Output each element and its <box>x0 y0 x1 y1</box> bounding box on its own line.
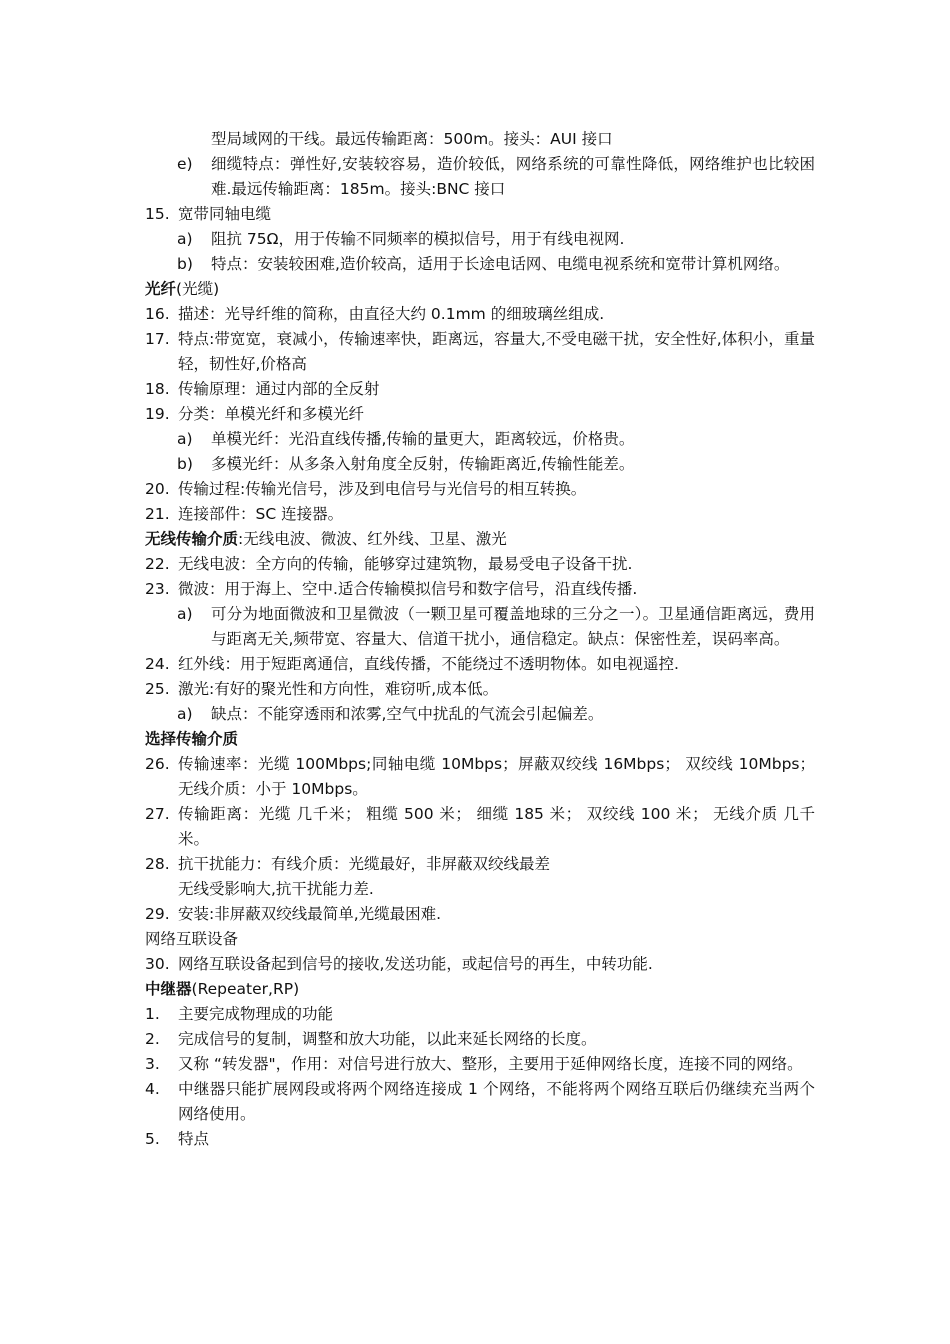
list-text: 特点 <box>178 1130 210 1148</box>
list-number: 15. <box>145 205 170 223</box>
list-text: 特点:带宽宽，衰减小，传输速率快，距离远，容量大,不受电磁干扰，安全性好,体积小，重量轻，韧性好,价格高 <box>178 330 815 373</box>
list-item-20 <box>145 477 815 502</box>
list-number: 24. <box>145 655 170 673</box>
list-text: 传输速率：光缆 100Mbps;同轴电缆 10Mbps；屏蔽双绞线 16Mbps； 双绞线 10Mbps； 无线介质：小于 10Mbps。 <box>178 755 815 798</box>
list-marker: a) <box>177 230 193 248</box>
list-number: 23. <box>145 580 170 598</box>
list-text: 主要完成物理成的功能 <box>178 1005 334 1023</box>
list-item-e <box>145 152 815 202</box>
list-number: 30. <box>145 955 170 973</box>
list-text: 描述：光导纤维的简称，由直径大约 0.1mm 的细玻璃丝组成. <box>178 305 605 323</box>
list-marker: b) <box>177 255 193 273</box>
heading-rest: (Repeater,RP) <box>191 980 300 998</box>
list-text: 安装:非屏蔽双绞线最简单,光缆最困难. <box>178 905 442 923</box>
list-number: 16. <box>145 305 170 323</box>
list-marker: b) <box>177 455 193 473</box>
list-number: 1. <box>145 1005 160 1023</box>
list-text: 传输原理：通过内部的全反射 <box>178 380 380 398</box>
list-text: 分类：单模光纤和多模光纤 <box>178 405 365 423</box>
section-heading-interconnect: 网络互联设备 <box>145 930 239 948</box>
list-item-27 <box>145 802 815 852</box>
list-item-24 <box>145 652 815 677</box>
list-text: 无线电波：全方向的传输，能够穿过建筑物，最易受电子设备干扰. <box>178 555 633 573</box>
list-item-28-continuation: 无线受影响大,抗干扰能力差. <box>178 880 374 898</box>
list-number: 20. <box>145 480 170 498</box>
list-item-25 <box>145 677 815 702</box>
list-text: 缺点：不能穿透雨和浓雾,空气中扰乱的气流会引起偏差。 <box>211 705 604 723</box>
list-marker: a) <box>177 705 193 723</box>
paragraph-continuation: 型局域网的干线。最远传输距离：500m。接头：AUI 接口 <box>211 130 613 148</box>
repeater-item-2 <box>145 1027 815 1052</box>
list-item-21 <box>145 502 815 527</box>
list-item-19 <box>145 402 815 427</box>
list-number: 18. <box>145 380 170 398</box>
heading-bold: 中继器 <box>145 980 192 998</box>
list-number: 22. <box>145 555 170 573</box>
list-marker: a) <box>177 605 193 623</box>
list-text: 完成信号的复制，调整和放大功能，以此来延长网络的长度。 <box>178 1030 597 1048</box>
list-number: 29. <box>145 905 170 923</box>
section-heading-select-medium <box>145 727 815 752</box>
repeater-item-1 <box>145 1002 815 1027</box>
section-heading-repeater <box>145 977 815 1002</box>
list-item-29 <box>145 902 815 927</box>
list-text: 可分为地面微波和卫星微波（一颗卫星可覆盖地球的三分之一）。卫星通信距离远，费用与距离无关,频带宽、容量大、信道干扰小，通信稳定。缺点：保密性差，误码率高。 <box>211 605 815 648</box>
repeater-item-4 <box>145 1077 815 1127</box>
list-item-22 <box>145 552 815 577</box>
list-item-23a <box>145 602 815 652</box>
list-number: 26. <box>145 755 170 773</box>
heading-bold: 光纤 <box>145 280 177 298</box>
list-text: 微波：用于海上、空中.适合传输模拟信号和数字信号，沿直线传播. <box>178 580 638 598</box>
heading-bold: 选择传输介质 <box>145 730 239 748</box>
list-text: 又称 “转发器"，作用：对信号进行放大、整形，主要用于延伸网络长度，连接不同的网络。 <box>178 1055 803 1073</box>
document-body <box>145 127 815 1152</box>
list-item-30 <box>145 952 815 977</box>
list-text: 传输距离：光缆 几千米； 粗缆 500 米； 细缆 185 米； 双绞线 100 米； 无线介质 几千米。 <box>178 805 815 848</box>
list-number: 19. <box>145 405 170 423</box>
list-item-23 <box>145 577 815 602</box>
list-text: 多模光纤：从多条入射角度全反射，传输距离近,传输性能差。 <box>211 455 635 473</box>
section-heading-wireless <box>145 527 815 552</box>
list-text: 连接部件：SC 连接器。 <box>178 505 344 523</box>
list-item-15b <box>145 252 815 277</box>
heading-rest: (光缆) <box>176 280 220 298</box>
list-item-19b <box>145 452 815 477</box>
list-number: 28. <box>145 855 170 873</box>
heading-bold: 无线传输介质 <box>145 530 239 548</box>
list-number: 5. <box>145 1130 160 1148</box>
list-text: 阻抗 75Ω，用于传输不同频率的模拟信号，用于有线电视网. <box>211 230 625 248</box>
list-number: 17. <box>145 330 170 348</box>
list-text: 传输过程:传输光信号，涉及到电信号与光信号的相互转换。 <box>178 480 587 498</box>
list-text: 抗干扰能力：有线介质：光缆最好，非屏蔽双绞线最差 <box>178 855 551 873</box>
list-item-19a <box>145 427 815 452</box>
list-text: 特点：安装较困难,造价较高，适用于长途电话网、电缆电视系统和宽带计算机网络。 <box>211 255 790 273</box>
list-text: 中继器只能扩展网段或将两个网络连接成 1 个网络，不能将两个网络互联后仍继续充当两个网络使用。 <box>178 1080 815 1123</box>
list-text: 网络互联设备起到信号的接收,发送功能，或起信号的再生，中转功能. <box>178 955 653 973</box>
heading-rest: :无线电波、微波、红外线、卫星、激光 <box>238 530 507 548</box>
list-item-25a <box>145 702 815 727</box>
list-item-16 <box>145 302 815 327</box>
list-number: 3. <box>145 1055 160 1073</box>
list-number: 25. <box>145 680 170 698</box>
list-item-15a <box>145 227 815 252</box>
list-item-15 <box>145 202 815 227</box>
list-text: 宽带同轴电缆 <box>178 205 272 223</box>
list-item-28 <box>145 852 815 877</box>
list-text: 细缆特点：弹性好,安装较容易，造价较低，网络系统的可靠性降低，网络维护也比较困难.最远传输距离：185m。接头:BNC 接口 <box>211 155 815 198</box>
repeater-item-5 <box>145 1127 815 1152</box>
list-number: 4. <box>145 1080 160 1098</box>
list-item-26 <box>145 752 815 802</box>
list-number: 27. <box>145 805 170 823</box>
list-text: 红外线：用于短距离通信，直线传播，不能绕过不透明物体。如电视遥控. <box>178 655 679 673</box>
section-heading-fiber <box>145 277 815 302</box>
list-number: 2. <box>145 1030 160 1048</box>
repeater-item-3 <box>145 1052 815 1077</box>
list-marker: e) <box>177 155 193 173</box>
list-marker: a) <box>177 430 193 448</box>
list-text: 激光:有好的聚光性和方向性，难窃听,成本低。 <box>178 680 499 698</box>
list-number: 21. <box>145 505 170 523</box>
list-text: 单模光纤：光沿直线传播,传输的量更大，距离较远，价格贵。 <box>211 430 635 448</box>
list-item-17 <box>145 327 815 377</box>
list-item-18 <box>145 377 815 402</box>
